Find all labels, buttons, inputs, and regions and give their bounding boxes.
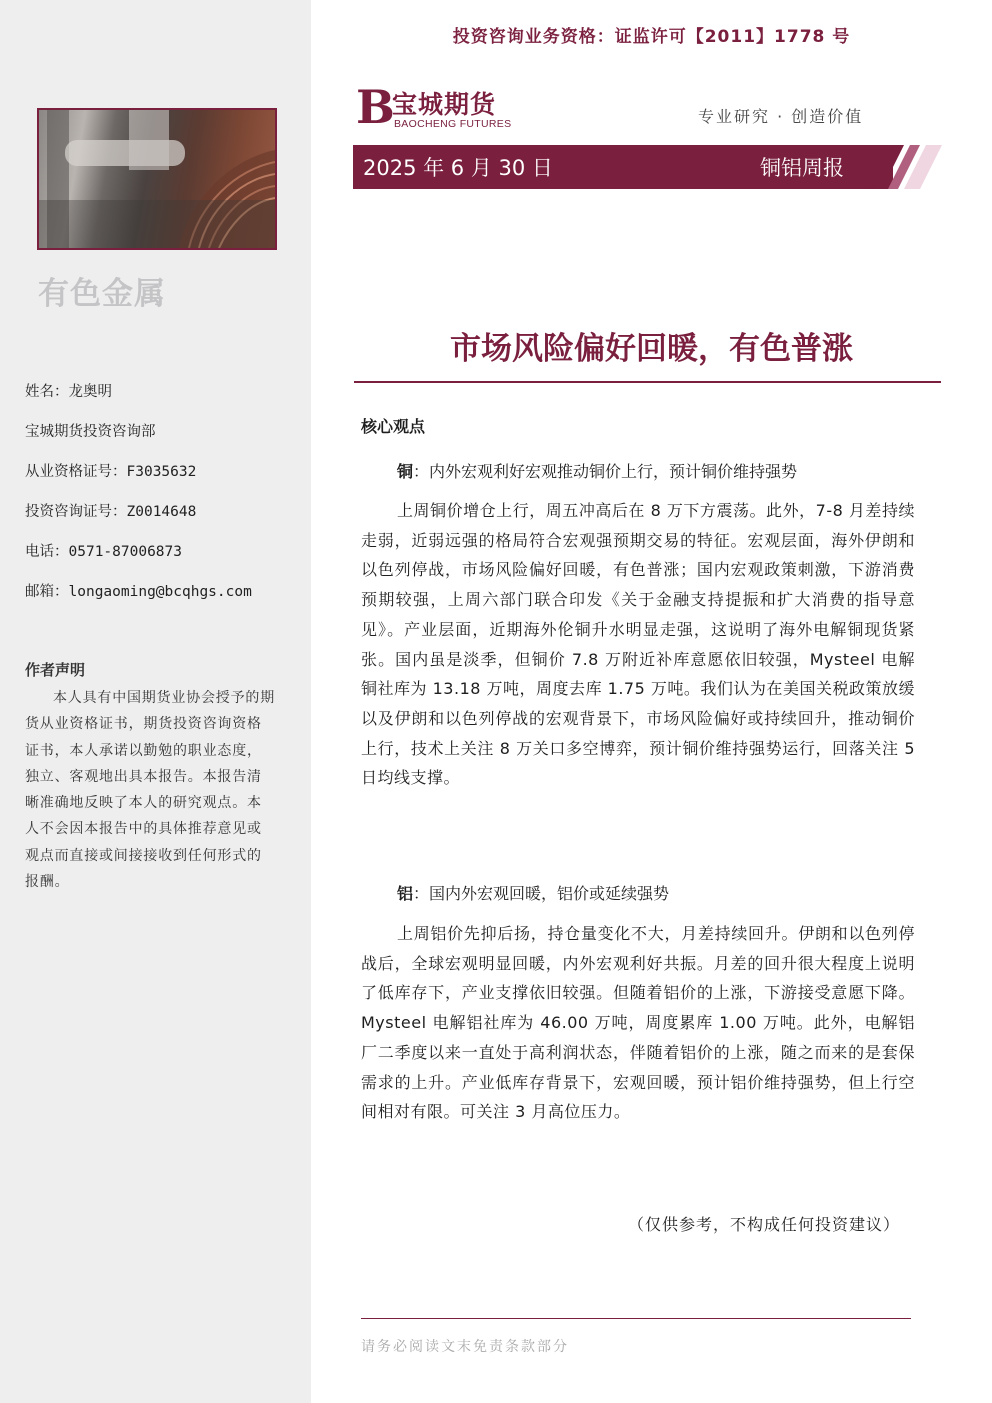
department: 宝城期货投资咨询部: [25, 424, 156, 440]
logo-en: BAOCHENG FUTURES: [394, 118, 512, 130]
copper-body: 上周铜价增仓上行，周五冲高后在 8 万下方震荡。此外，7-8 月差持续走弱，近弱远强的格局符合宏观强预期交易的特征。宏观层面，海外伊朗和以色列停战，市场风险偏好回暖，有色普涨；国内宏观政策刺激，下游消费预期较强，上周六部门联合印发《关于金融支持提振和扩大消费的指导意见》。产业层面，近期海外伦铜升水明显走强，这说明了海外电解铜现货紧张。国内虽是淡季，但铜价 7.8 万附近补库意愿依旧较强，Mysteel 电解铜社库为 13.18 万吨，周度去库 1.75 万吨。我们认为在美国关税政策放缓以及伊朗和以色列停战的宏观背景下，市场风险偏好或持续回升，推动铜价上行，技术上关注 8 万关口多空博弈，预计铜价维持强势运行，回落关注 5 日均线支撑。: [361, 501, 915, 788]
aluminum-summary: [397, 881, 669, 904]
logo-cn: 宝城期货: [392, 90, 497, 119]
section-label: 核心观点: [361, 417, 426, 436]
sidebar: [0, 0, 311, 1403]
aluminum-label: 铝: [397, 884, 414, 903]
investment-disclaimer: （仅供参考，不构成任何投资建议）: [628, 1215, 901, 1234]
qualification-number: 从业资格证号：F3035632: [25, 464, 197, 480]
declaration-title: 作者声明: [25, 661, 86, 679]
aluminum-summary-text: ：国内外宏观回暖，铝价或延续强势: [413, 884, 670, 903]
company-logo: [356, 80, 526, 134]
sector-title: 有色金属: [38, 276, 166, 312]
banner-stripes: [862, 145, 942, 189]
analyst-name: 姓名：龙奥明: [25, 384, 112, 400]
aluminum-body: 上周铝价先抑后扬，持仓量变化不大，月差持续回升。伊朗和以色列停战后，全球宏观明显回暖，内外宏观利好共振。月差的回升很大程度上说明了低库存下，产业支撑依旧较强。但随着铝价的上涨，下游接受意愿下降。Mysteel 电解铝社库为 46.00 万吨，周度累库 1.00 万吨。此外，电解铝厂二季度以来一直处于高利润状态，伴随着铝价的上涨，随之而来的是套保需求的上升。产业低库存背景下，宏观回暖，预计铝价维持强势，但上行空间相对有限。可关注 3 月高位压力。: [361, 924, 915, 1122]
headline: 市场风险偏好回暖，有色普涨: [450, 331, 853, 367]
report-type: 铜铝周报: [760, 156, 844, 180]
footer-note: 请务必阅读文末免责条款部分: [361, 1339, 569, 1355]
metal-coil-image: [39, 110, 275, 248]
copper-summary-text: ：内外宏观利好宏观推动铜价上行，预计铜价维持强势: [413, 462, 798, 481]
copper-label: 铜: [397, 462, 414, 481]
consulting-number: 投资咨询证号：Z0014648: [25, 504, 197, 520]
footer-divider: [361, 1318, 911, 1319]
license-line: 投资咨询业务资格：证监许可【2011】1778 号: [452, 27, 851, 47]
declaration-body: 本人具有中国期货业协会授予的期货从业资格证书，期货投资咨询资格证书，本人承诺以勤勉的职业态度，独立、客观地出具本报告。本报告清晰准确地反映了本人的研究观点。本人不会因本报告中的具体推荐意见或观点而直接或间接接收到任何形式的报酬。: [25, 690, 275, 891]
logo-mark: B: [356, 80, 395, 134]
copper-summary: [397, 459, 797, 482]
headline-divider: [354, 381, 941, 383]
slogan: 专业研究 · 创造价值: [698, 107, 864, 126]
cover-photo: [37, 108, 277, 250]
report-date: 2025 年 6 月 30 日: [363, 156, 553, 180]
phone: 电话：0571-87006873: [25, 544, 182, 560]
email: 邮箱：longaoming@bcqhgs.com: [25, 584, 252, 600]
